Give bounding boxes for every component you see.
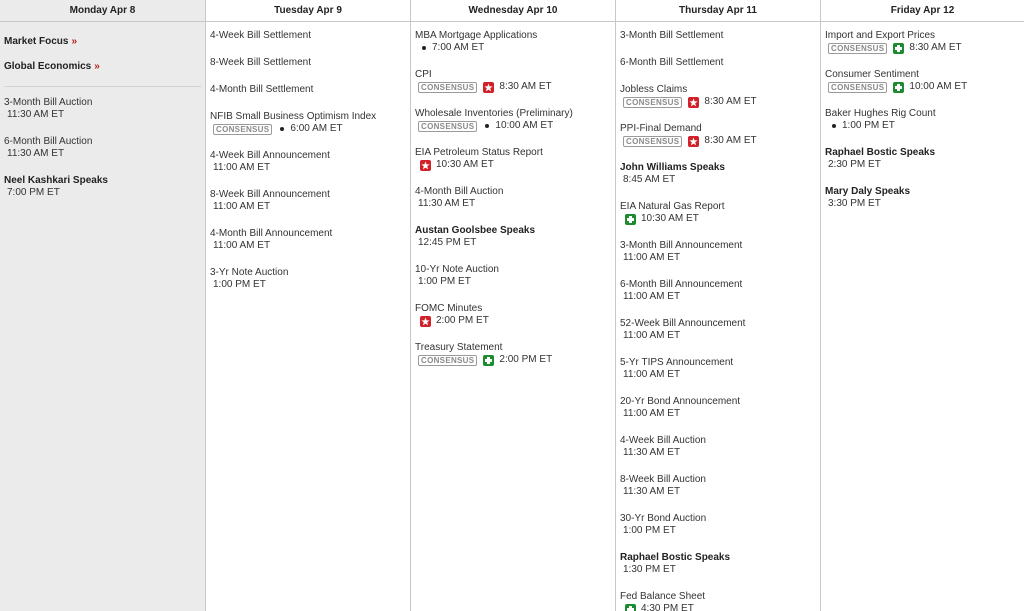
event-name-link[interactable]: Wholesale Inventories (Preliminary) [415, 108, 573, 119]
calendar-event[interactable] [620, 123, 816, 147]
event-meta [210, 201, 406, 213]
event-time: 11:00 AM ET [213, 240, 271, 251]
calendar-event[interactable] [210, 228, 406, 252]
event-time: 11:00 AM ET [623, 408, 681, 419]
calendar-event[interactable] [415, 69, 611, 93]
calendar-event[interactable] [415, 303, 611, 327]
event-name-link[interactable]: MBA Mortgage Applications [415, 30, 538, 41]
calendar-event[interactable] [825, 147, 1020, 171]
event-time: 3:30 PM ET [828, 198, 881, 209]
event-time: 11:00 AM ET [623, 291, 681, 302]
calendar-event[interactable] [210, 30, 406, 42]
event-name-link[interactable]: 8-Week Bill Settlement [210, 57, 311, 68]
bullet-icon [485, 124, 489, 128]
divider [4, 86, 201, 87]
event-time: 1:00 PM ET [418, 276, 471, 287]
event-name-link[interactable]: PPI-Final Demand [620, 123, 702, 134]
event-meta [620, 408, 816, 420]
event-name-link[interactable]: Jobless Claims [620, 84, 688, 95]
event-name-link[interactable]: EIA Petroleum Status Report [415, 147, 543, 158]
event-name-link[interactable]: Raphael Bostic Speaks [825, 147, 936, 158]
calendar-event[interactable] [620, 591, 816, 611]
calendar-event[interactable] [620, 201, 816, 225]
event-time: 2:00 PM ET [499, 354, 553, 365]
event-name-link[interactable]: 20-Yr Bond Announcement [620, 396, 741, 407]
day-header: Tuesday Apr 9 [206, 0, 410, 22]
event-meta [620, 486, 816, 498]
calendar-event[interactable] [415, 30, 611, 54]
event-name-link[interactable]: 3-Month Bill Auction [4, 97, 93, 108]
calendar-event[interactable] [620, 552, 816, 576]
event-time: 12:45 PM ET [418, 237, 477, 248]
calendar-event[interactable] [210, 57, 406, 69]
event-name-link[interactable]: FOMC Minutes [415, 303, 483, 314]
event-time: 7:00 AM ET [432, 42, 485, 53]
event-name-link[interactable]: Import and Export Prices [825, 30, 936, 41]
plus-icon [625, 214, 636, 225]
event-meta [825, 120, 1020, 132]
calendar-event[interactable] [620, 57, 816, 69]
event-name-link[interactable]: NFIB Small Business Optimism Index [210, 111, 377, 122]
event-time: 11:30 AM ET [418, 198, 476, 209]
event-meta [620, 369, 816, 381]
calendar-event[interactable] [415, 342, 611, 366]
event-time: 1:00 PM ET [623, 525, 676, 536]
event-meta [825, 159, 1020, 171]
event-time: 10:00 AM ET [495, 120, 554, 131]
event-time: 8:30 AM ET [704, 96, 757, 107]
event-list [821, 22, 1024, 210]
calendar-event[interactable] [620, 435, 816, 459]
event-meta [415, 237, 611, 249]
event-time: 2:30 PM ET [828, 159, 881, 170]
event-meta [620, 525, 816, 537]
star-icon [688, 97, 699, 108]
consensus-badge[interactable]: CONSENSUS [418, 82, 477, 93]
event-meta [210, 123, 406, 135]
day-column-thursday-apr-11 [616, 0, 821, 611]
event-meta [210, 162, 406, 174]
event-name-link[interactable]: 6-Month Bill Settlement [620, 57, 724, 68]
calendar-event[interactable] [210, 84, 406, 96]
event-name-link[interactable]: Fed Balance Sheet [620, 591, 706, 602]
consensus-badge[interactable]: CONSENSUS [418, 355, 477, 366]
event-name-link[interactable]: 4-Month Bill Settlement [210, 84, 314, 95]
calendar-event[interactable] [4, 175, 201, 199]
event-time: 11:30 AM ET [7, 148, 65, 159]
event-meta [415, 315, 611, 327]
event-name-link[interactable]: CPI [415, 69, 432, 80]
plus-icon [893, 82, 904, 93]
consensus-badge[interactable]: CONSENSUS [418, 121, 477, 132]
event-name-link[interactable]: Neel Kashkari Speaks [4, 175, 108, 186]
event-time: 1:00 PM ET [842, 120, 895, 131]
day-header: Monday Apr 8 [0, 0, 205, 22]
event-meta [415, 42, 611, 54]
event-meta [620, 135, 816, 147]
day-column-tuesday-apr-9 [206, 0, 411, 611]
calendar-event[interactable] [620, 84, 816, 108]
event-name-link[interactable]: 3-Month Bill Announcement [620, 240, 743, 251]
event-name-link[interactable]: 4-Month Bill Auction [415, 186, 504, 197]
day-header: Friday Apr 12 [821, 0, 1024, 22]
event-time: 10:00 AM ET [909, 81, 968, 92]
event-name-link[interactable]: Treasury Statement [415, 342, 503, 353]
event-name-link[interactable]: 3-Month Bill Settlement [620, 30, 724, 41]
calendar-event[interactable] [825, 69, 1020, 93]
day-header: Thursday Apr 11 [616, 0, 820, 22]
event-name-link[interactable]: 6-Month Bill Announcement [620, 279, 743, 290]
event-name-link[interactable]: 4-Week Bill Settlement [210, 30, 311, 41]
calendar-event[interactable] [415, 225, 611, 249]
calendar-event[interactable] [620, 162, 816, 186]
event-time: 8:30 AM ET [499, 81, 552, 92]
event-meta [825, 81, 1020, 93]
market-focus-link[interactable] [4, 36, 201, 47]
star-icon [483, 82, 494, 93]
plus-icon [893, 43, 904, 54]
event-meta [620, 330, 816, 342]
event-list [411, 22, 615, 366]
event-meta [620, 252, 816, 264]
double-chevron-right-icon: » [71, 36, 78, 47]
event-name-link[interactable]: 8-Week Bill Announcement [210, 189, 330, 200]
event-time: 11:00 AM ET [213, 162, 271, 173]
event-time: 11:00 AM ET [623, 369, 681, 380]
event-time: 4:30 PM ET [641, 603, 694, 611]
event-meta [415, 354, 611, 366]
event-meta [825, 42, 1020, 54]
calendar-event[interactable] [620, 30, 816, 42]
event-time: 8:30 AM ET [704, 135, 757, 146]
event-list [616, 22, 820, 611]
calendar-event[interactable] [620, 279, 816, 303]
calendar-event[interactable] [210, 267, 406, 291]
consensus-badge[interactable]: CONSENSUS [623, 136, 682, 147]
day-header: Wednesday Apr 10 [411, 0, 615, 22]
calendar-event[interactable] [620, 513, 816, 537]
event-meta [620, 447, 816, 459]
day-column-wednesday-apr-10 [411, 0, 616, 611]
consensus-badge[interactable]: CONSENSUS [623, 97, 682, 108]
event-time: 11:00 AM ET [623, 330, 681, 341]
day-column-friday-apr-12 [821, 0, 1024, 611]
event-name-link[interactable]: 10-Yr Note Auction [415, 264, 499, 275]
event-meta [4, 148, 201, 160]
event-time: 7:00 PM ET [7, 187, 60, 198]
event-meta [620, 96, 816, 108]
day-column-monday-apr-8 [0, 0, 206, 611]
event-name-link[interactable]: Mary Daly Speaks [825, 186, 911, 197]
event-time: 11:30 AM ET [623, 486, 681, 497]
event-meta [4, 109, 201, 121]
event-time: 6:00 AM ET [290, 123, 343, 134]
calendar-event[interactable] [210, 150, 406, 174]
event-name-link[interactable]: 4-Month Bill Announcement [210, 228, 333, 239]
event-meta [415, 120, 611, 132]
event-meta [4, 187, 201, 199]
event-meta [620, 213, 816, 225]
event-meta [415, 159, 611, 171]
event-time: 11:30 AM ET [623, 447, 681, 458]
event-name-link[interactable]: Consumer Sentiment [825, 69, 919, 80]
event-time: 10:30 AM ET [436, 159, 494, 170]
consensus-badge[interactable]: CONSENSUS [828, 43, 887, 54]
event-name-link[interactable]: EIA Natural Gas Report [620, 201, 725, 212]
consensus-badge[interactable]: CONSENSUS [213, 124, 272, 135]
event-meta [620, 603, 816, 611]
event-meta [415, 276, 611, 288]
star-icon [420, 316, 431, 327]
event-meta [415, 81, 611, 93]
event-time: 8:30 AM ET [909, 42, 962, 53]
event-time: 2:00 PM ET [436, 315, 489, 326]
event-time: 10:30 AM ET [641, 213, 699, 224]
event-name-link[interactable]: Raphael Bostic Speaks [620, 552, 731, 563]
event-meta [210, 279, 406, 291]
event-time: 11:30 AM ET [7, 109, 65, 120]
event-time: 8:45 AM ET [623, 174, 676, 185]
calendar-event[interactable] [825, 186, 1020, 210]
star-icon [420, 160, 431, 171]
event-name-link[interactable]: Baker Hughes Rig Count [825, 108, 936, 119]
event-meta [620, 174, 816, 186]
calendar-event[interactable] [4, 97, 201, 121]
bullet-icon [280, 127, 284, 131]
plus-icon [483, 355, 494, 366]
event-list [0, 22, 205, 199]
bullet-icon [422, 46, 426, 50]
link-label: Global Economics [4, 61, 92, 72]
event-time: 1:30 PM ET [623, 564, 676, 575]
event-meta [620, 564, 816, 576]
link-label: Market Focus [4, 36, 69, 47]
event-name-link[interactable]: 8-Week Bill Auction [620, 474, 706, 485]
event-name-link[interactable]: 6-Month Bill Auction [4, 136, 93, 147]
calendar-event[interactable] [825, 30, 1020, 54]
event-name-link[interactable]: 4-Week Bill Announcement [210, 150, 330, 161]
event-name-link[interactable]: 3-Yr Note Auction [210, 267, 289, 278]
calendar-event[interactable] [415, 147, 611, 171]
calendar-event[interactable] [210, 111, 406, 135]
calendar-event[interactable] [415, 264, 611, 288]
event-name-link[interactable]: Austan Goolsbee Speaks [415, 225, 536, 236]
global-economics-link[interactable] [4, 61, 201, 72]
calendar-event[interactable] [620, 318, 816, 342]
calendar-event[interactable] [825, 108, 1020, 132]
event-list [206, 22, 410, 291]
calendar-event[interactable] [620, 357, 816, 381]
event-name-link[interactable]: 52-Week Bill Announcement [620, 318, 746, 329]
event-name-link[interactable]: 30-Yr Bond Auction [620, 513, 707, 524]
calendar-event[interactable] [210, 189, 406, 213]
consensus-badge[interactable]: CONSENSUS [828, 82, 887, 93]
event-name-link[interactable]: 5-Yr TIPS Announcement [620, 357, 734, 368]
calendar-event[interactable] [620, 240, 816, 264]
event-name-link[interactable]: John Williams Speaks [620, 162, 725, 173]
bullet-icon [832, 124, 836, 128]
event-name-link[interactable]: 4-Week Bill Auction [620, 435, 706, 446]
event-time: 11:00 AM ET [623, 252, 681, 263]
calendar-event[interactable] [415, 186, 611, 210]
double-chevron-right-icon: » [94, 61, 100, 72]
plus-icon [625, 604, 636, 611]
event-meta [415, 198, 611, 210]
event-meta [825, 198, 1020, 210]
event-time: 1:00 PM ET [213, 279, 266, 290]
event-meta [620, 291, 816, 303]
calendar-event[interactable] [4, 136, 201, 160]
calendar-event[interactable] [620, 474, 816, 498]
event-time: 11:00 AM ET [213, 201, 271, 212]
star-icon [688, 136, 699, 147]
event-meta [210, 240, 406, 252]
calendar-event[interactable] [415, 108, 611, 132]
calendar-event[interactable] [620, 396, 816, 420]
